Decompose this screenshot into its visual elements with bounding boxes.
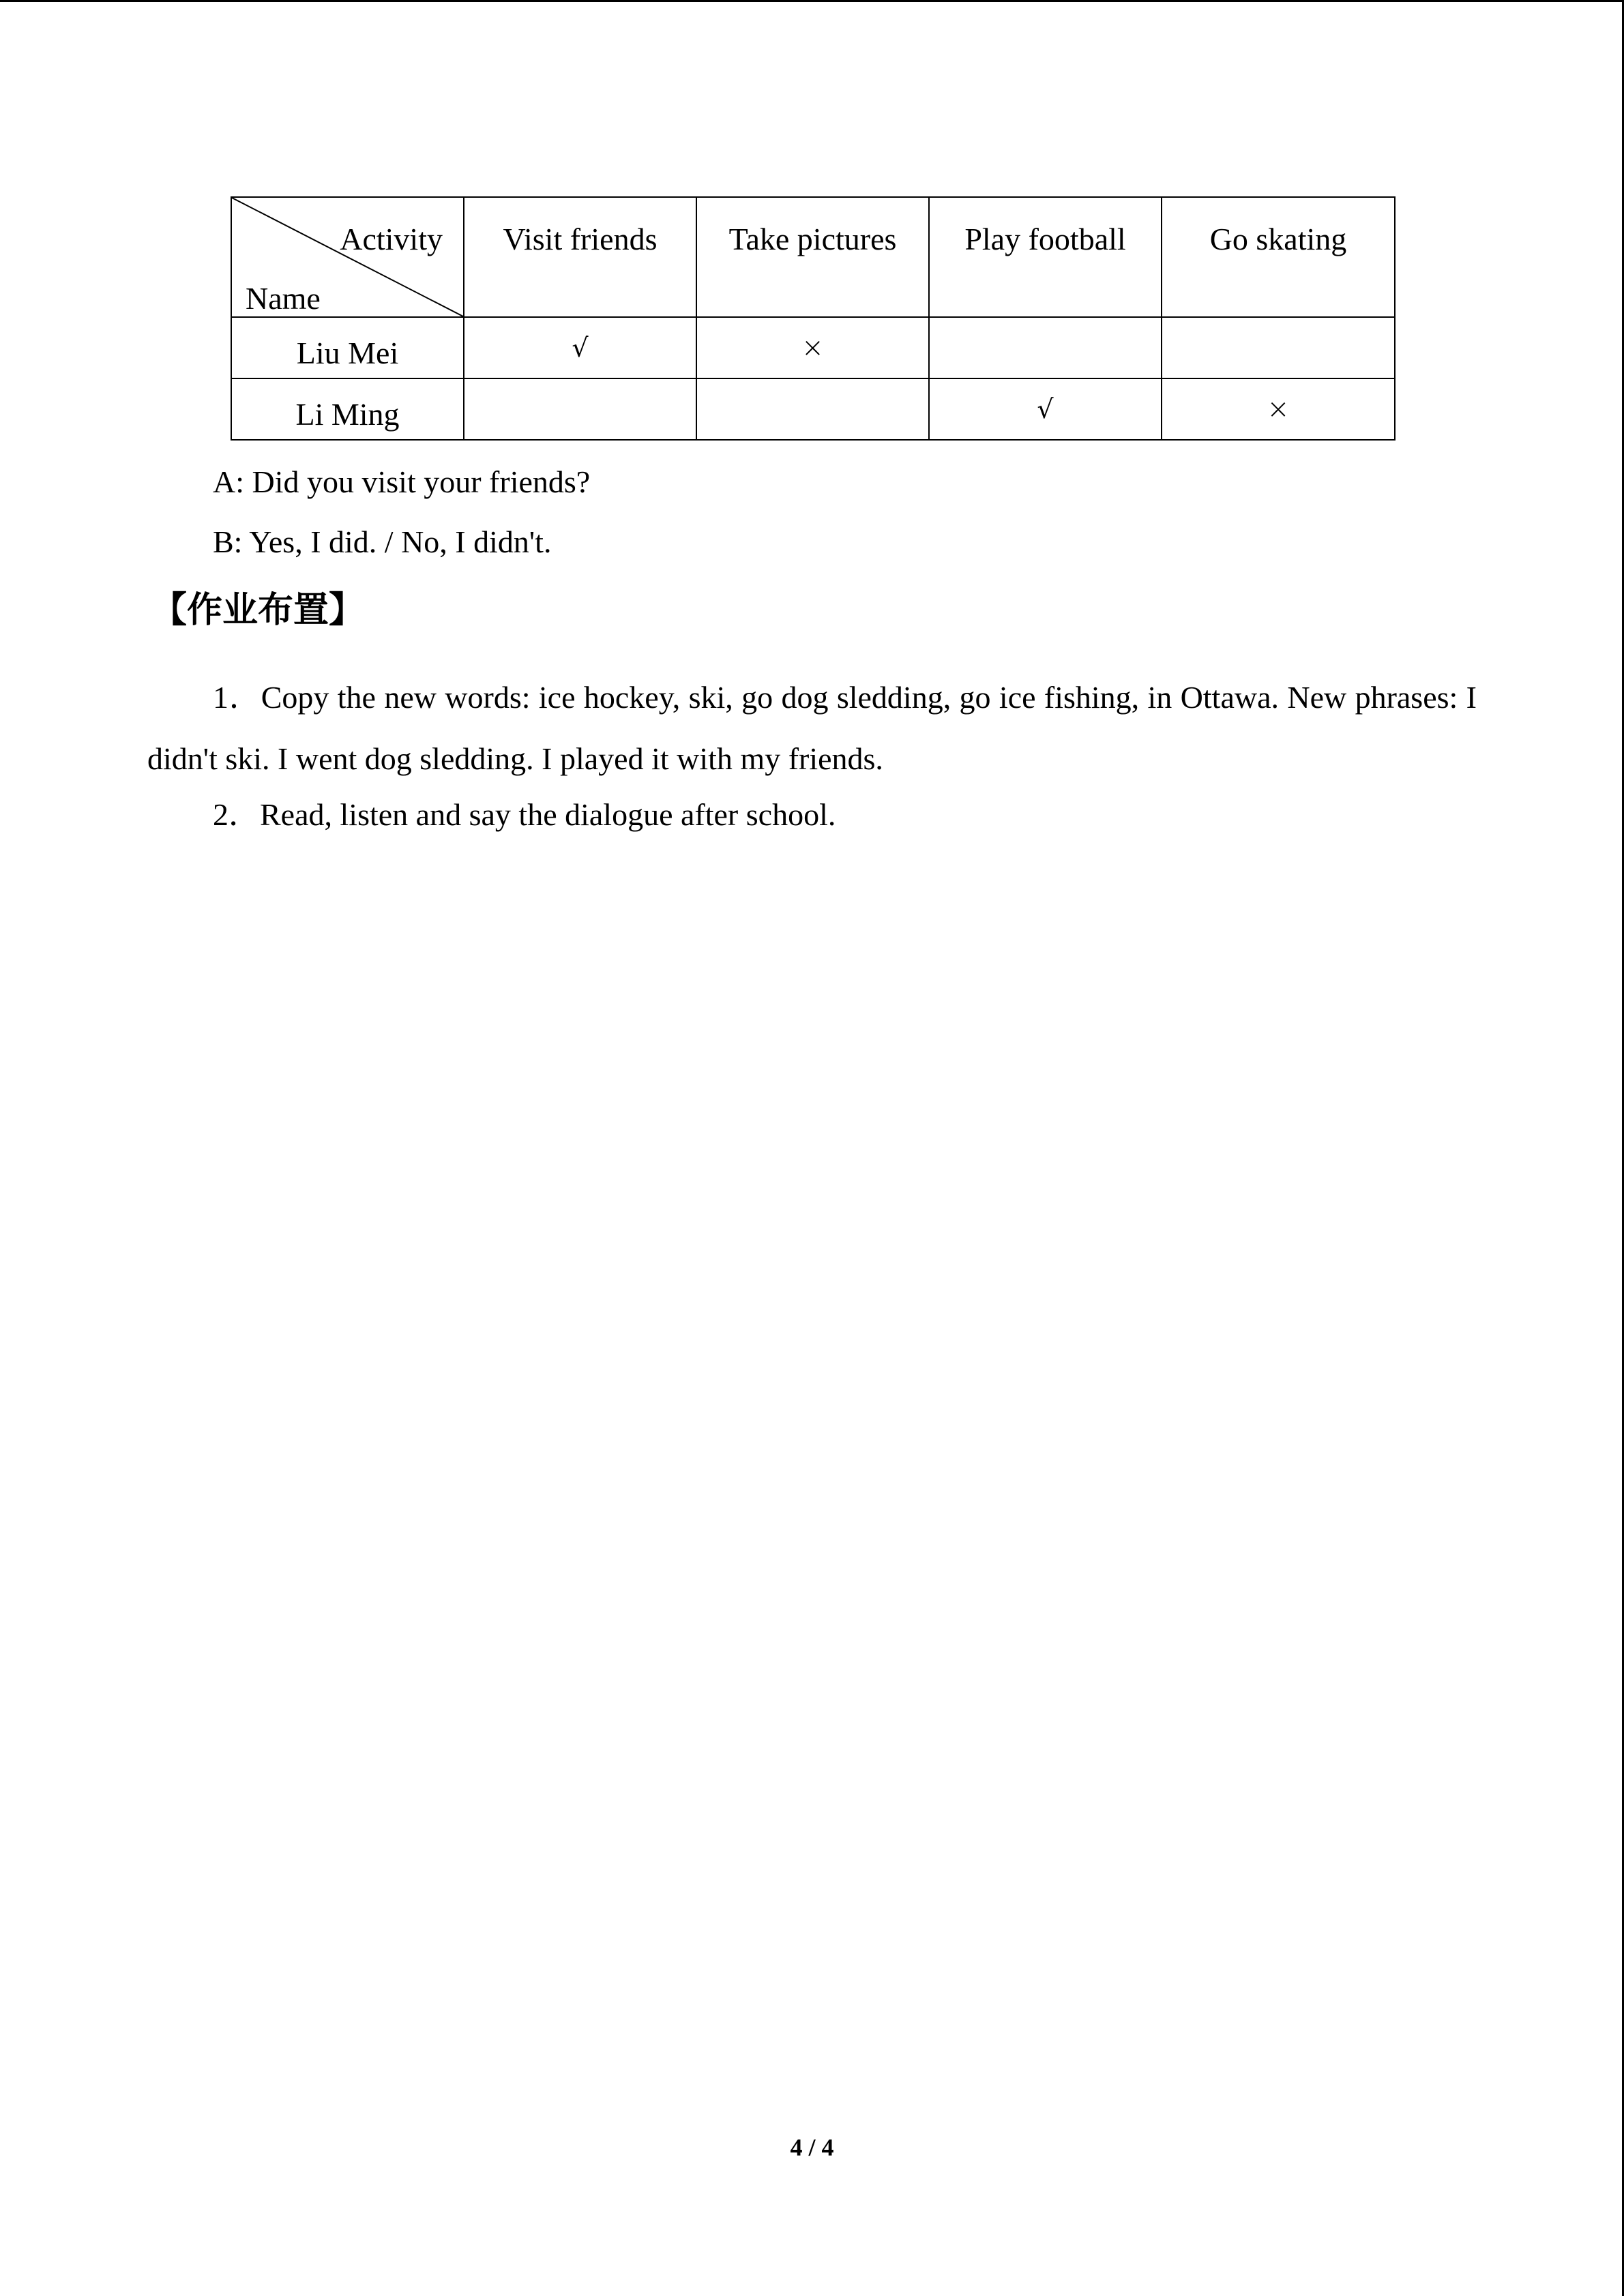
row-name: Li Ming — [295, 396, 400, 432]
table-cell: √ — [929, 378, 1162, 440]
table-cell: × — [696, 317, 929, 378]
table-cell — [696, 378, 929, 440]
row-name-cell — [231, 378, 464, 440]
column-header: Visit friends — [464, 197, 696, 317]
table-row — [231, 378, 1395, 440]
table-cell — [929, 317, 1162, 378]
table-cell: × — [1162, 378, 1395, 440]
homework-item-2: 2．Read, listen and say the dialogue after school. — [213, 797, 836, 832]
table-header-row — [231, 197, 1395, 317]
row-name-cell — [231, 317, 464, 378]
table-cell — [464, 378, 696, 440]
page-number: 4 / 4 — [790, 2134, 834, 2161]
column-header: Play football — [929, 197, 1162, 317]
dialogue-line-b: B: Yes, I did. / No, I didn't. — [213, 524, 552, 559]
corner-label-activity: Activity — [340, 222, 443, 256]
table-corner-cell — [231, 197, 464, 317]
top-border-line — [0, 0, 1624, 2]
dialogue-line-a: A: Did you visit your friends? — [213, 464, 591, 499]
corner-label-name: Name — [246, 281, 321, 316]
activity-table — [231, 196, 1396, 441]
homework-section-title: 【作业布置】 — [151, 590, 365, 631]
row-name: Liu Mei — [296, 335, 399, 370]
table-cell — [1162, 317, 1395, 378]
homework-item-1: 1．Copy the new words: ice hockey, ski, go dog sledding, go ice fishing, in Ottawa. New phrases: I didn't ski. I went dog sledding. I played it with my friends. — [147, 680, 1477, 776]
column-header: Take pictures — [696, 197, 929, 317]
column-header: Go skating — [1162, 197, 1395, 317]
table-row — [231, 317, 1395, 378]
table-cell: √ — [464, 317, 696, 378]
